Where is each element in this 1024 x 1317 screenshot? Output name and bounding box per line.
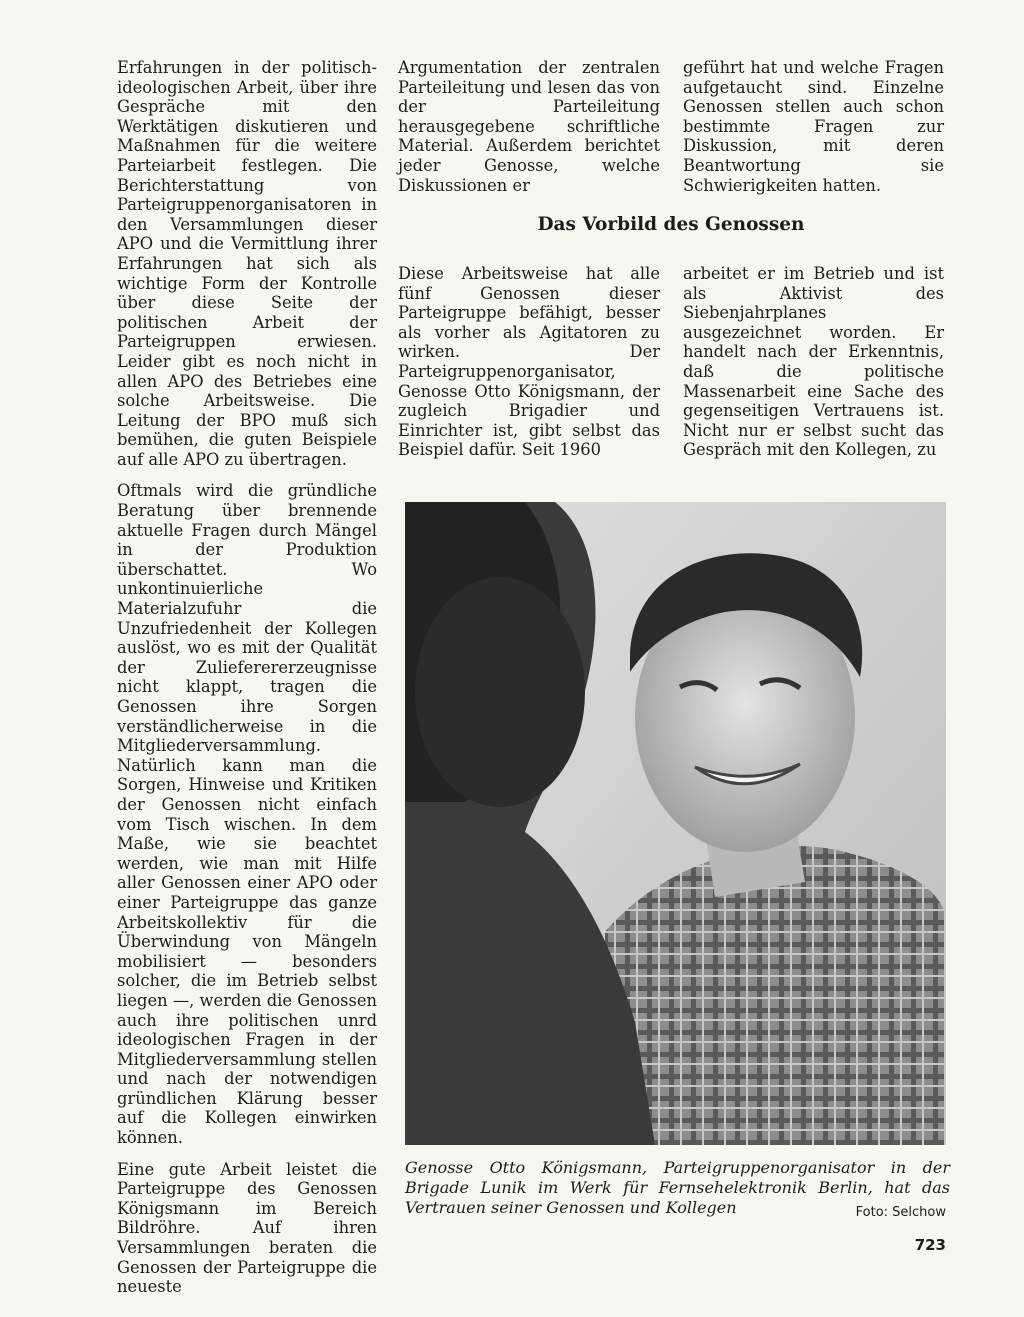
paragraph-2: Oftmals wird die gründliche Beratung über brennende aktuelle Fragen durch Mängel in der Produktion überschattet. Wo unkontinuierliche Materialzufuhr die Unzufriedenheit der Kollegen auslöst, wo es mit der Qualität der Zulieferererzeugnisse nicht klappt, tragen die Genossen ihre Sorgen verständlicherweise in die Mitgliederversammlung. Natürlich kann man die Sorgen, Hinweise und Kritiken der Genossen nicht einfach vom Tisch wischen. In dem Maße, wie sie beachtet werden, wie man mit Hilfe aller Genossen einer APO oder einer Parteigruppe das ganze Arbeitskollektiv für die Überwindung von Mängeln mobilisiert — besonders solcher, die im Betrieb selbst liegen —, werden die Genossen auch ihre politischen unrd ideologischen Fragen in der Mitgliederversammlung stellen und nach der notwendigen gründlichen Klärung besser auf die Kollegen einwirken können. xyxy=(117,481,377,1148)
middle-bottom-text: Diese Arbeitsweise hat alle fünf Genossen dieser Parteigruppe befähigt, besser als vorher als Agitatoren zu wirken. Der Parteigruppenorganisator, Genosse Otto Königsmann, der zugleich Brigadier und Einrichter ist, gibt selbst das Beispiel dafür. Seit 1960 xyxy=(398,264,660,460)
paragraph-3: Eine gute Arbeit leistet die Parteigruppe des Genossen Königsmann im Bereich Bildröhre. Auf ihren Versammlungen beraten die Genossen der Parteigruppe die neueste xyxy=(117,1159,377,1297)
photo-credit: Foto: Selchow xyxy=(855,1205,946,1220)
middle-bottom-column xyxy=(398,264,660,472)
right-top-column xyxy=(683,58,944,207)
photograph xyxy=(405,502,946,1145)
paragraph-1: Erfahrungen in der politisch-ideologischen Arbeit, über ihre Gespräche mit den Werktätigen diskutieren und Maßnahmen für die weitere Parteiarbeit festlegen. Die Berichterstattung von Parteigruppenorganisatoren in den Versammlungen dieser APO und die Vermittlung ihrer Erfahrungen hat sich als wichtige Form der Kontrolle über diese Seite der politischen Arbeit der Parteigruppen erwiesen. Leider gibt es noch nicht in allen APO des Betriebes eine solche Arbeitsweise. Die Leitung der BPO muß sich bemühen, die guten Beispiele auf alle APO zu übertragen. xyxy=(117,58,377,469)
page-number: 723 xyxy=(914,1236,946,1254)
section-heading: Das Vorbild des Genossen xyxy=(537,214,805,235)
middle-top-text: Argumentation der zentralen Parteileitung und lesen das von der Parteileitung herausgegebene schriftliche Material. Außerdem berichtet jeder Genosse, welche Diskussionen er xyxy=(398,58,660,195)
right-top-text: geführt hat und welche Fragen aufgetaucht sind. Einzelne Genossen stellen auch schon bestimmte Fragen zur Diskussion, mit deren Beantwortung sie Schwierigkeiten hatten. xyxy=(683,58,944,195)
right-bottom-text: arbeitet er im Betrieb und ist als Aktivist des Siebenjahrplanes ausgezeichnet worden. Er handelt nach der Erkenntnis, daß die politische Massenarbeit eine Sache des gegenseitigen Vertrauens ist. Nicht nur er selbst sucht das Gespräch mit den Kollegen, zu xyxy=(683,264,944,460)
photograph-icon xyxy=(405,502,946,1145)
right-bottom-column xyxy=(683,264,944,472)
middle-top-column xyxy=(398,58,660,207)
photo-caption: Genosse Otto Königsmann, Parteigruppenorganisator in der Brigade Lunik im Werk für Fernsehelektronik Berlin, hat das Vertrauen seiner Genossen und Kollegen xyxy=(405,1158,950,1217)
left-column xyxy=(117,58,377,1309)
